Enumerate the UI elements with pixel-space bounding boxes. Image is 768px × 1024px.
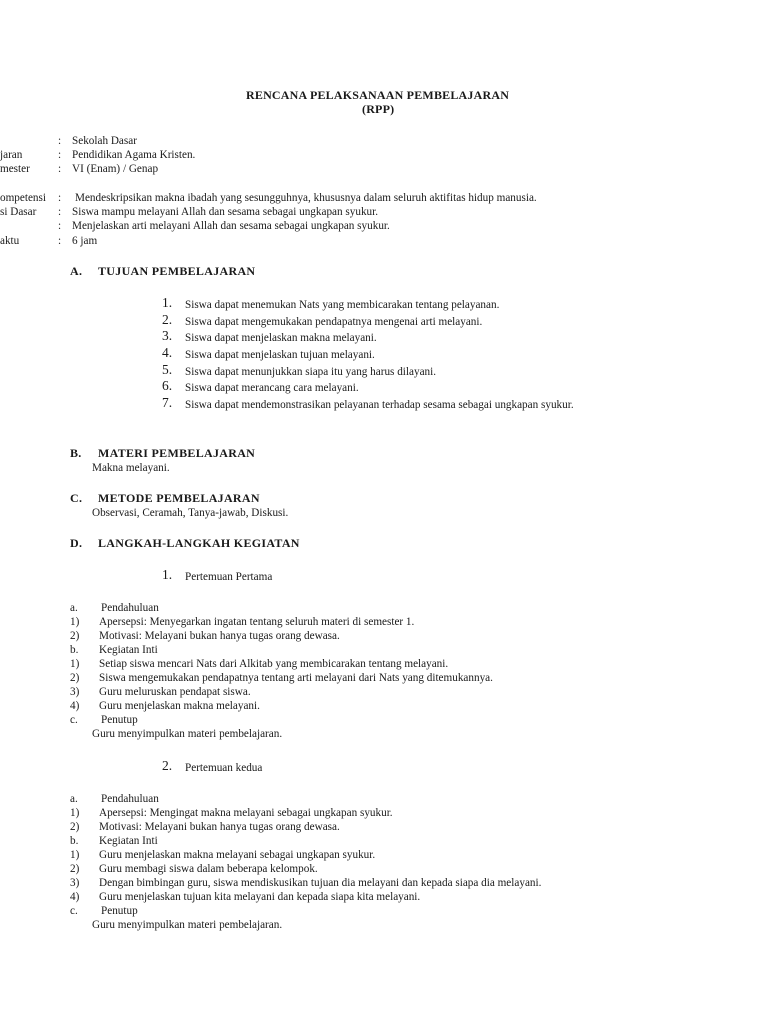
identity-colon: : (58, 206, 62, 218)
step-marker: b. (70, 644, 79, 656)
list-number: 7. (162, 395, 173, 410)
list-number: 2. (162, 312, 173, 327)
identity-colon: : (58, 220, 62, 232)
list-text: Siswa dapat menunjukkan siapa itu yang harus dilayani. (185, 366, 437, 378)
identity-value: Pendidikan Agama Kristen. (72, 149, 196, 161)
section-a-heading: TUJUAN PEMBELAJARAN (98, 264, 256, 278)
step-text: Apersepsi: Menyegarkan ingatan tentang seluruh materi di semester 1. (99, 616, 415, 628)
step-marker: 2) (70, 672, 80, 684)
step-marker: a. (70, 602, 78, 614)
step-text: Guru menjelaskan tujuan kita melayani dan kepada siapa kita melayani. (99, 891, 421, 903)
step-text: Motivasi: Melayani bukan hanya tugas orang dewasa. (99, 821, 340, 833)
document-title: RENCANA PELAKSANAAN PEMBELAJARAN (246, 88, 510, 102)
list-text: Siswa dapat menjelaskan tujuan melayani. (185, 349, 375, 361)
identity-label: si Dasar (0, 206, 37, 218)
list-number: 1. (162, 295, 173, 310)
list-text: Siswa dapat mendemonstrasikan pelayanan terhadap sesama sebagai ungkapan syukur. (185, 399, 574, 411)
step-text: Pendahuluan (101, 602, 159, 614)
step-text: Siswa mengemukakan pendapatnya tentang arti melayani dari Nats yang ditemukannya. (99, 672, 493, 684)
identity-label: ompetensi (0, 192, 46, 204)
step-text: Dengan bimbingan guru, siswa mendiskusikan tujuan dia melayani dan kepada siapa dia melayani. (99, 877, 542, 889)
meeting-title: Pertemuan kedua (185, 762, 263, 774)
section-b-heading: MATERI PEMBELAJARAN (98, 446, 256, 460)
closing-text: Guru menyimpulkan materi pembelajaran. (92, 919, 283, 931)
step-marker: 2) (70, 821, 80, 833)
list-number: 4. (162, 345, 173, 360)
step-marker: c. (70, 714, 78, 726)
step-text: Guru menjelaskan makna melayani. (99, 700, 260, 712)
step-marker: b. (70, 835, 79, 847)
section-d-heading: LANGKAH-LANGKAH KEGIATAN (98, 536, 300, 550)
step-text: Pendahuluan (101, 793, 159, 805)
step-text: Kegiatan Inti (99, 835, 158, 847)
step-marker: a. (70, 793, 78, 805)
identity-value: Mendeskripsikan makna ibadah yang sesungguhnya, khususnya dalam seluruh aktifitas hidup manusia. (75, 192, 537, 204)
step-marker: 3) (70, 877, 80, 889)
section-d-letter: D. (70, 536, 83, 550)
step-marker: 4) (70, 700, 80, 712)
section-a-letter: A. (70, 264, 83, 278)
section-b-letter: B. (70, 446, 82, 460)
step-text: Apersepsi: Mengingat makna melayani sebagai ungkapan syukur. (99, 807, 393, 819)
identity-colon: : (58, 135, 62, 147)
step-text: Guru membagi siswa dalam beberapa kelompok. (99, 863, 318, 875)
list-text: Siswa dapat menjelaskan makna melayani. (185, 332, 377, 344)
step-text: Penutup (101, 905, 138, 917)
identity-label: jaran (0, 149, 23, 161)
step-text: Motivasi: Melayani bukan hanya tugas orang dewasa. (99, 630, 340, 642)
identity-label: aktu (0, 235, 20, 247)
identity-colon: : (58, 235, 62, 247)
section-c-heading: METODE PEMBELAJARAN (98, 491, 260, 505)
step-marker: 1) (70, 807, 80, 819)
step-marker: 1) (70, 658, 80, 670)
list-number: 6. (162, 378, 173, 393)
list-number: 5. (162, 362, 173, 377)
step-text: Guru meluruskan pendapat siswa. (99, 686, 251, 698)
step-marker: 2) (70, 863, 80, 875)
step-marker: c. (70, 905, 78, 917)
section-c-letter: C. (70, 491, 83, 505)
list-text: Siswa dapat menemukan Nats yang membicarakan tentang pelayanan. (185, 299, 500, 311)
step-text: Guru menjelaskan makna melayani sebagai ungkapan syukur. (99, 849, 376, 861)
identity-colon: : (58, 192, 62, 204)
identity-colon: : (58, 149, 62, 161)
step-marker: 3) (70, 686, 80, 698)
list-text: Siswa dapat mengemukakan pendapatnya mengenai arti melayani. (185, 316, 483, 328)
list-number: 3. (162, 328, 173, 343)
identity-value: VI (Enam) / Genap (72, 163, 159, 175)
identity-value: Siswa mampu melayani Allah dan sesama sebagai ungkapan syukur. (72, 206, 379, 218)
meeting-number: 2. (162, 758, 173, 773)
step-text: Penutup (101, 714, 138, 726)
closing-text: Guru menyimpulkan materi pembelajaran. (92, 728, 283, 740)
step-marker: 4) (70, 891, 80, 903)
identity-label: mester (0, 163, 30, 175)
identity-value: Sekolah Dasar (72, 135, 137, 147)
document-subtitle: (RPP) (362, 102, 395, 116)
list-text: Siswa dapat merancang cara melayani. (185, 382, 359, 394)
section-c-body: Observasi, Ceramah, Tanya-jawab, Diskusi. (92, 507, 289, 519)
step-marker: 1) (70, 616, 80, 628)
identity-value: 6 jam (72, 235, 98, 247)
step-marker: 1) (70, 849, 80, 861)
step-text: Kegiatan Inti (99, 644, 158, 656)
meeting-number: 1. (162, 567, 173, 582)
section-b-body: Makna melayani. (92, 462, 170, 474)
meeting-title: Pertemuan Pertama (185, 571, 273, 583)
identity-colon: : (58, 163, 62, 175)
step-marker: 2) (70, 630, 80, 642)
identity-value: Menjelaskan arti melayani Allah dan sesama sebagai ungkapan syukur. (72, 220, 390, 232)
step-text: Setiap siswa mencari Nats dari Alkitab yang membicarakan tentang melayani. (99, 658, 449, 670)
